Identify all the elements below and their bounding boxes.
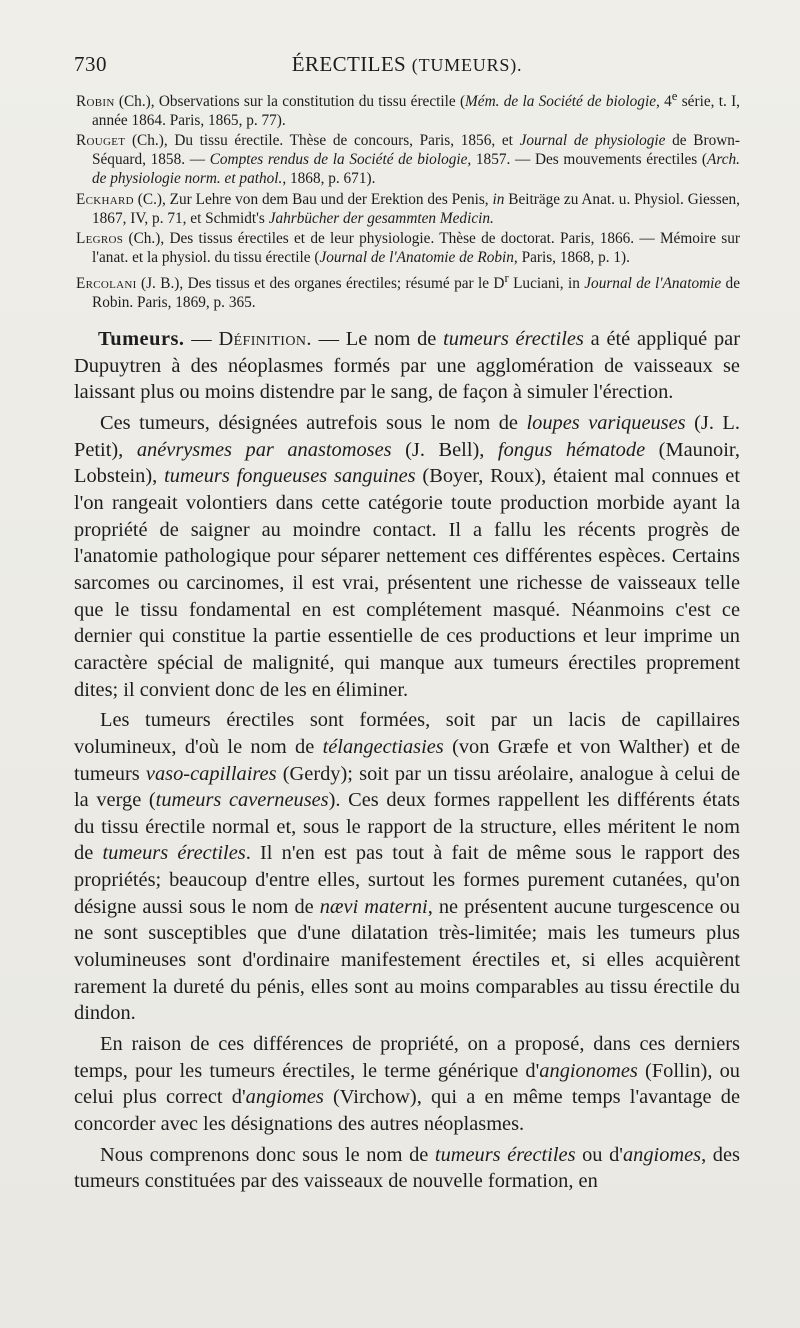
term: nævi materni [319,895,428,918]
body-text: , des tumeurs constituées par des vaisseaux de nouvelle formation, en [74,1143,740,1193]
bib-title: in [492,190,505,208]
bib-author: Legros [76,229,124,247]
running-title [74,52,740,77]
term: tumeurs caverneuses [155,789,329,812]
running-title-sub: (TUMEURS). [411,55,523,75]
body-text: (Boyer, Roux), étaient mal connues et l'on rangeait volontiers dans cette catégorie toute production morbide ayant la propriété de saigner au moindre contact. Il a fallu les récents progrès de l'anatomie pathologique pour séparer nettement ces différentes espèces. Certains sarcomes ou carcinomes, il est vrai, présentent une richesse de vaisseaux telle que le tissu fondamental en est complétement masqué. Néanmoins c'est ce dernier qui constitue la partie essentielle de ces productions et leur imprime un caractère spécial de malignité, qui manque aux tumeurs érectiles proprement dites; il convient donc de les en éliminer. [74,465,740,701]
term: angiomes [245,1086,324,1109]
bib-text: (C.), Zur Lehre von dem Bau und der Erektion des Penis, [133,190,493,208]
bib-entry-ercolani [76,269,740,313]
paragraph [74,1031,740,1138]
paragraph [74,410,740,703]
term: vaso-capillaires [145,762,277,785]
bib-author: Ercolani [76,275,137,293]
paragraph [74,707,740,1027]
bib-text: , 1868, p. 671). [282,170,376,188]
bib-entry-rouget [76,132,740,189]
term: loupes variqueuses [526,411,686,434]
term: fongus hématode [497,438,646,461]
bib-author: Eckhard [76,190,134,208]
bib-text: Luciani, in [508,275,585,293]
body-text: (J. Bell), [391,438,498,461]
body-text: En raison de ces différences de propriété, on a proposé, dans ces derniers temps, pour les tumeurs érectiles, le terme générique d' [74,1033,740,1082]
bib-text: (J. B.), Des tissus et des organes érectiles; résumé par le D [136,275,505,293]
body-text: Ces tumeurs, désignées autrefois sous le nom de [100,411,527,434]
bib-author: Rouget [76,132,126,150]
running-title-main: ÉRECTILES [291,52,407,76]
bib-text: Paris, 1868, p. 1). [517,248,630,266]
paragraph [74,1142,740,1195]
body-text: (Gerdy); soit par un tissu aréolaire, analogue à celui de la verge ( [74,762,740,812]
bib-text: série, t. I, année 1864. Paris, 1865, p. 77). [92,93,741,129]
bib-text: (Ch.), Observations sur la constitution du tissu érectile ( [114,93,466,111]
term: anévrysmes par anastomoses [136,438,392,461]
bib-entry-eckhard [76,191,740,229]
bib-entry-robin [76,87,740,131]
bib-entry-legros [76,230,740,268]
bib-title: Mém. de la Société de biologie, [465,93,660,111]
body-text: (von Græfe et von Walther) et de tumeurs [74,735,740,785]
bib-sup: r [504,271,509,286]
term: tumeurs érectiles [443,328,584,350]
body-text: (Maunoir, Lobstein), [74,438,740,488]
section-heading: Tumeurs. [98,328,185,350]
body-text: ou d' [575,1143,623,1166]
term: télangectiasies [322,735,444,758]
body-text: (Follin), ou celui plus correct d' [74,1059,740,1109]
bib-title: Jahrbücher der gesammten Medicin. [268,209,494,227]
page-number: 730 [74,52,107,76]
bib-text: de Brown-Séquard, 1858. — [92,132,741,169]
body-text: , ne présentent aucune turgescence ou ne sont susceptibles que d'une dilatation très-limitée; mais les tumeurs plus volumineuses sont d'ordinaire manifestement érectiles et, si elles acquièrent rarement la dureté du pénis, elles sont au moins comparables au tissu érectile du dindon. [74,895,740,1025]
bib-title: Journal de physiologie [519,132,666,150]
body-text: ). Ces deux formes rappellent les différents états du tissu érectile normal et, sous le rapport de la structure, elles méritent le nom de [74,789,740,865]
bib-title: Journal de l'Anatomie de Robin, [319,248,518,266]
paragraph-definition [74,326,740,406]
bib-text: 4 [659,93,672,111]
bib-text: Beiträge zu Anat. u. Physiol. Giessen, 1867, IV, p. 71, et Schmidt's [92,190,740,227]
bib-sup: e [671,89,678,103]
body-text: — [184,328,219,350]
bib-title: Comptes rendus de la Société de biologie, [209,151,472,169]
main-text [74,326,740,1199]
bib-text: (Ch.), Du tissu érectile. Thèse de concours, Paris, 1856, et [125,132,520,150]
bib-author: Robin [76,93,115,111]
body-text: (Virchow), qui a en même temps l'avantage de concorder avec les désignations des autres néoplasmes. [74,1086,741,1136]
body-text: a été appliqué par Dupuytren à des néoplasmes formés par une agglomération de vaisseaux se laissant plus ou moins distendre par le sang, de façon à simuler l'érection. [74,328,740,404]
body-text: Les tumeurs érectiles sont formées, soit par un lacis de capillaires volumineux, d'où le nom de [74,709,740,758]
term: tumeurs érectiles [102,842,246,865]
body-text: — Le nom de [311,328,444,350]
subsection-heading: Définition. [218,328,312,350]
bib-text: (Ch.), Des tissus érectiles et de leur physiologie. Thèse de doctorat. Paris, 1866. — Mémoire sur l'anat. et la physiol. du tissu érectile ( [92,229,740,266]
body-text: (J. L. Petit), [74,411,740,461]
running-header [74,52,740,80]
bib-title: Journal de l'Anatomie [584,275,722,293]
term: angiomes [622,1143,702,1166]
term: tumeurs fongueuses sanguines [164,465,416,488]
bibliography [76,87,740,315]
bib-text: 1857. — Des mouvements érectiles ( [471,151,707,169]
body-text: . Il n'en est pas tout à fait de même sous le rapport des propriétés; beaucoup d'entre elles, surtout les formes purement cutanées, qu'on désigne aussi sous le nom de [74,842,740,918]
bib-text: de Robin. Paris, 1869, p. 365. [92,275,740,312]
term: angionomes [539,1059,638,1082]
term: tumeurs érectiles [434,1143,576,1166]
bib-title: Arch. de physiologie norm. et pathol. [92,151,740,188]
body-text: Nous comprenons donc sous le nom de [100,1143,435,1166]
